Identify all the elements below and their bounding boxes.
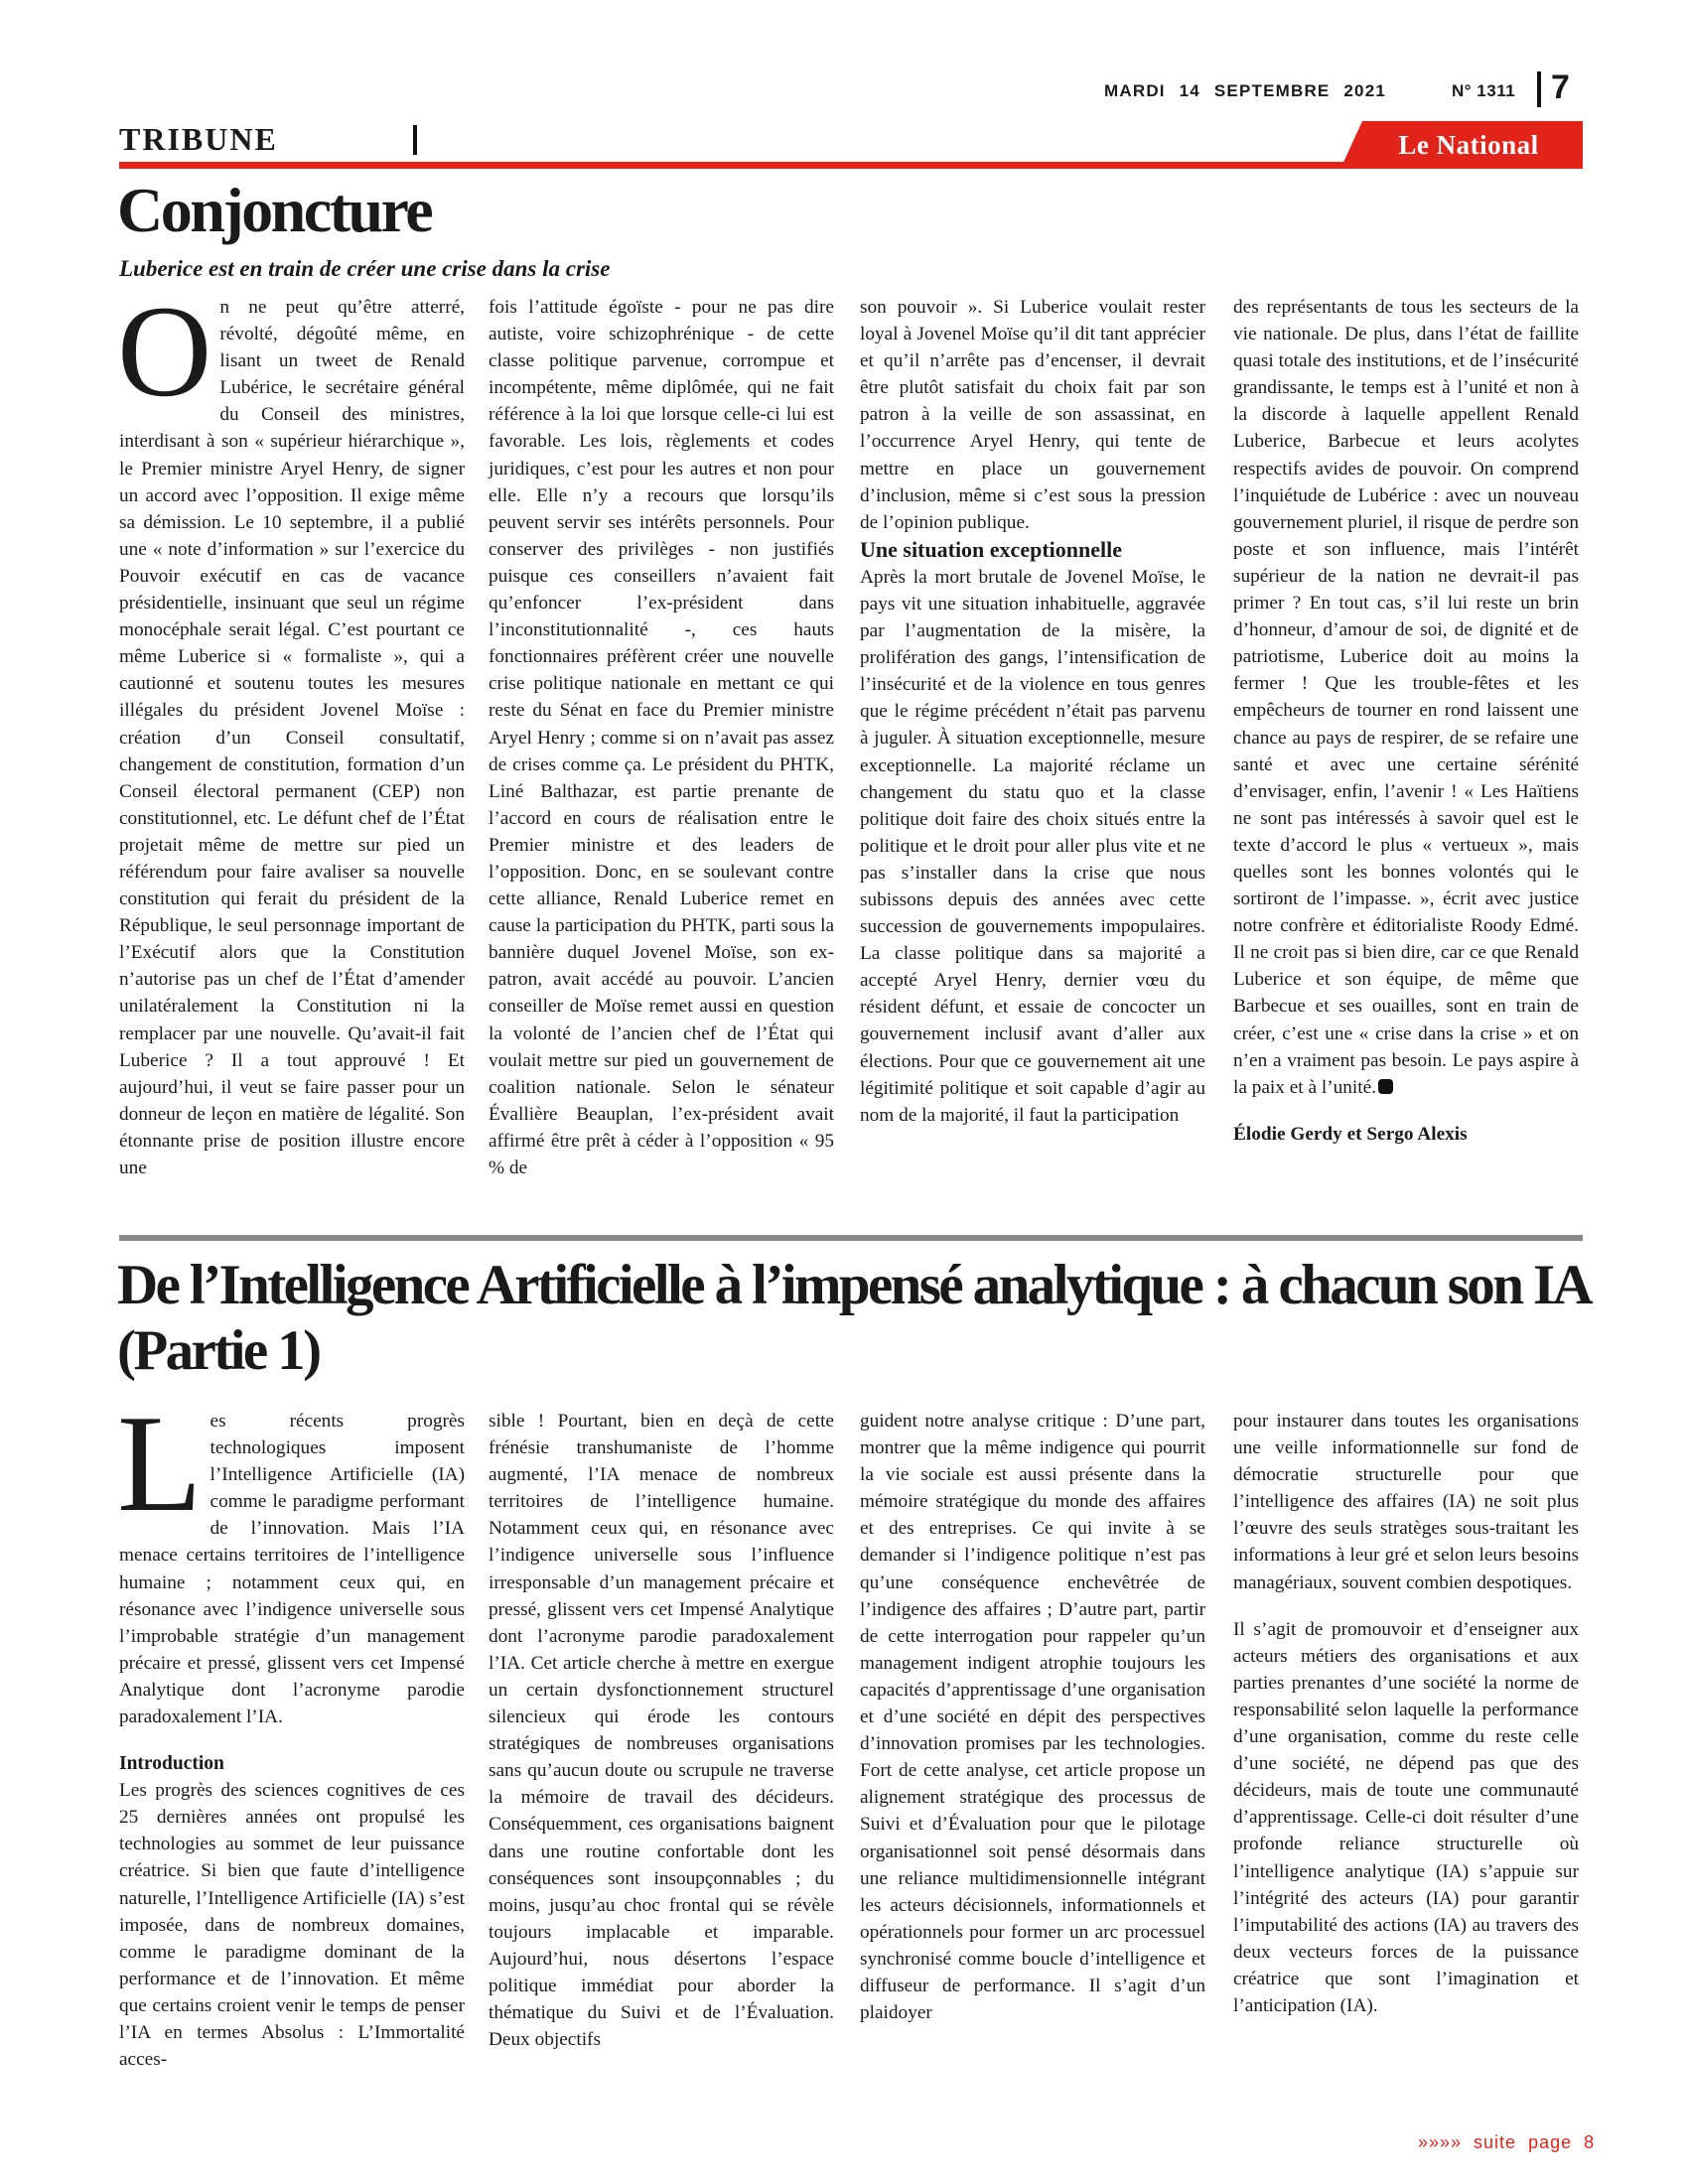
article2-text: pour instaurer dans toutes les organisations une veille informationnelle sur fond de démocratie structurelle pour que l’intelligence des affaires (IA) ne soit plus l’œuvre des seuls stratèges sous-traitant les informations à leur gré et selon leurs besoins managériaux, souvent combien despotiques. (1233, 1411, 1579, 1593)
section-divider (413, 125, 417, 155)
section-label: TRIBUNE (119, 121, 278, 157)
article2-text: sible ! Pourtant, bien en deçà de cette frénésie transhumaniste de l’homme augmenté, l’IA menace de nombreux territoires de l’intelligence humaine. Notamment ceux qui, en résonance avec l’indigence universelle sous l’influence irresponsable d’un management précaire et pressé, glissent vers cet Impensé Analytique dont l’acronyme parodie paradoxalement l’IA. Cet article cherche à mettre en exergue un certain dysfonctionnement structurel silencieux qui érode les contours stratégiques de nombreuses organisations sans qu’aucun doute ou scrupule ne traverse la mémoire de travail des décideurs. Conséquemment, ces organisations baignent dans une routine confortable dont les conséquences sont insoupçonnables ; du moins, jusqu’au choc frontal qui se révèle toujours implacable et imparable. Aujourd’hui, nous désertons l’espace politique immédiat pour aborder la thématique du Suivi et de l’Évaluation. Deux objectifs (489, 1411, 834, 2051)
article1-column-1 (117, 278, 465, 1181)
newspaper-brand: Le National (1398, 130, 1539, 160)
drop-cap: O (117, 278, 212, 424)
article1-subtitle: Luberice est en train de créer une crise dans la crise (119, 256, 611, 281)
article1-text: n ne peut qu’être atterré, révolté, dégoûté même, en lisant un tweet de Renald Lubérice, le secrétaire général du Conseil des ministres, interdisant à son « supérieur hiérarchique », le Premier ministre Aryel Henry, de signer un accord avec l’opposition. Il exige même sa démission. Le 10 septembre, il a publié une « note d’information » sur l’exercice du Pouvoir exécutif en cas de vacance présidentielle, insinuant que seul un régime monocéphale serait légal. C’est pourtant ce même Luberice si « formaliste », qui a cautionné et soutenu toutes les mesures illégales du président Jovenel Moïse : création d’un Conseil consultatif, changement de constitution, formation d’un Conseil électoral permanent (CEP) non constitutionnel, etc. Le défunt chef de l’État projetait même de mettre sur pied un référendum pour faire avaliser sa nouvelle constitution qui ferait du président de la République, le seul personnage important de l’Exécutif alors que la Constitution n’autorise pas un chef de l’État d’amender unilatéralement la Constitution ni la remplacer par une nouvelle. Qu’avait-il fait Luberice ? Il a tout approuvé ! Et aujourd’hui, il veut se faire passer pour un donneur de leçon en matière de légalité. Son étonnante prise de position illustre encore une (119, 297, 465, 1178)
article1-subheading: Une situation exceptionnelle (860, 536, 1122, 562)
article2-column-3 (860, 1408, 1205, 2026)
drop-cap: L (117, 1387, 203, 1541)
article2-text: Les progrès des sciences cognitives de ces 25 dernières années ont propulsé les technologies au sommet de leur puissance créatrice. Si bien que faute d’intelligence naturelle, l’Intelligence Artificielle (IA) s’est imposée, dans de nombreux domaines, comme le paradigme dominant de la performance et de l’innovation. Et même que certains croient venir le temps de penser l’IA en termes Absolus : L’Immortalité acces- (119, 1780, 465, 2071)
article2-title: De l’Intelligence Artificielle à l’impensé analytique : à chacun son IA (Partie 1) (117, 1254, 1588, 1382)
continued-on-page: »»»» suite page 8 (1418, 2132, 1596, 2152)
article1-column-4 (1233, 294, 1579, 1148)
article-separator (119, 1235, 1583, 1241)
article2-column-1 (117, 1387, 465, 2073)
article1-text: Après la mort brutale de Jovenel Moïse, le pays vit une situation inhabituelle, aggravée par l’augmentation de la misère, la prolifération des gangs, l’intensification de l’insécurité et de la violence en tous genres que le régime précédent n’était pas parvenu à juguler. À situation exceptionnelle, mesure exceptionnelle. La majorité réclame un changement du statu quo et la classe politique doit faire des choix situés entre la politique et le droit pour aller plus vite et ne pas s’installer dans la crise que nous subissons depuis des années avec cette succession de gouvernements impopulaires. La classe politique dans sa majorité a accepté Aryel Henry, dernier vœu du résident défunt, et essaie de concocter un gouvernement inclusif avant d’aller aux élections. Pour que ce gouvernement ait une légitimité politique et soit capable d’agir au nom de la majorité, il faut la participation (860, 566, 1205, 1126)
article1-text: son pouvoir ». Si Luberice voulait rester loyal à Jovenel Moïse qu’il dit tant apprécier et qu’il n’arrête pas d’encenser, il devrait être plutôt satisfait du choix fait par son patron à la veille de son assassinat, en l’occurrence Aryel Henry, qui tente de mettre en place un gouvernement d’inclusion, même si c’est sous la pression de l’opinion publique. (860, 297, 1205, 533)
article2-text: Il s’agit de promouvoir et d’enseigner aux acteurs métiers des organisations et aux parties prenantes d’une société la norme de responsabilité selon laquelle la performance d’une organisation, comme du reste celle d’une société, ne dépend pas que des décideurs, mais de toute une communauté d’apprentissage. Celle-ci doit résulter d’une profonde reliance structurelle où l’intelligence analytique (IA) s’appuie sur l’intégrité des acteurs (IA) pour garantir l’imputabilité des actions (IA) au travers des deux vecteurs forces de la puissance créatrice que sont l’imagination et l’anticipation (IA). (1233, 1618, 1579, 2016)
article1-signature: Élodie Gerdy et Sergo Alexis (1233, 1123, 1468, 1145)
page-number: 7 (1551, 68, 1570, 106)
end-mark-icon (1378, 1079, 1393, 1094)
issue-date: MARDI 14 SEPTEMBRE 2021 (1104, 81, 1387, 100)
article2-column-4 (1233, 1408, 1579, 2019)
article2-text: guident notre analyse critique : D’une part, montrer que la même indigence qui pourrit la vie sociale est aussi présente dans la mémoire stratégique du monde des affaires et des entreprises. Ce qui invite à se demander si l’indigence politique n’est pas qu’une conséquence enchevêtrée de l’indigence des affaires ; D’autre part, partir de cette interrogation pour rappeler qu’un management indigent atrophie toujours les capacités d’apprentissage d’une organisation et d’une société en dépit des perspectives d’innovation promises par les technologies. Fort de cette analyse, cet article propose un alignement stratégique des processus de Suivi et d’Évaluation pour que le pilotage organisationnel soit pensé désormais dans une reliance multidimensionnelle intégrant les acteurs décisionnels, informationnels et opérationnels pour former un arc processuel synchronisé comme boucle d’intelligence et diffuseur de performance. Il s’agit d’un plaidoyer (860, 1411, 1205, 2024)
header-divider (1537, 71, 1541, 107)
article1-title: Conjoncture (117, 175, 432, 245)
article2-text: es récents progrès technologiques imposent l’Intelligence Artificielle (IA) comme le paradigme performant de l’innovation. Mais l’IA menace certains territoires de l’intelligence humaine ; notamment ceux qui, en résonance avec l’indigence universelle sous l’improbable stratégie d’un management précaire et pressé, glissent vers cet Impensé Analytique dont l’acronyme parodie paradoxalement l’IA. (119, 1411, 465, 1728)
article1-column-3 (860, 294, 1205, 1129)
article1-column-2 (489, 294, 834, 1181)
issue-number: N° 1311 (1452, 81, 1516, 100)
article1-text: des représentants de tous les secteurs de la vie nationale. De plus, dans l’état de faillite quasi totale des institutions, et de l’insécurité grandissante, le temps est à l’unité et non à la discorde à laquelle appellent Renald Luberice, Barbecue et leurs acolytes respectifs avides de pouvoir. On comprend l’inquiétude de Lubérice : avec un nouveau gouvernement pluriel, il risque de perdre son poste et son influence, mais l’intérêt supérieur de la nation ne devrait-il pas primer ? En tout cas, s’il lui reste un brin d’honneur, d’amour de soi, de dignité et de patriotisme, Luberice doit au moins la fermer ! Que les trouble-fêtes et les empêcheurs de tourner en rond laissent une chance au pays de respirer, de se refaire une santé et avec une certaine sérénité d’envisager, enfin, l’avenir ! « Les Haïtiens ne sont pas intéressés à savoir quel est le texte d’accord le plus « vertueux », mais quelles sont les bonnes volontés qui le sortiront de l’impasse. », écrit avec justice notre confrère et éditorialiste Roody Edmé. Il ne croit pas si bien dire, car ce que Renald Luberice et son équipe, de même que Barbecue et ses ouailles, sont en train de créer, c’est une « crise dans la crise » et on n’en a vraiment pas besoin. Le pays aspire à la paix et à l’unité. (1233, 297, 1579, 1098)
article2-subheading: Introduction (119, 1753, 224, 1775)
article2-column-2 (489, 1408, 834, 2053)
article1-text: fois l’attitude égoïste - pour ne pas dire autiste, voire schizophrénique - de cette classe politique parvenue, corrompue et incompétente, même diplômée, qui ne fait référence à la loi que lorsque celle-ci lui est favorable. Les lois, règlements et codes juridiques, c’est pour les autres et non pour elle. Elle n’y a recours que lorsqu’ils peuvent servir ses intérêts personnels. Pour conserver des privilèges - non justifiés puisque ces conseillers n’avaient fait qu’enfoncer l’ex-président dans l’inconstitutionnalité -, ces hauts fonctionnaires préfèrent créer une nouvelle crise politique nationale en mettant ce qui reste du Sénat en face du Premier ministre Aryel Henry ; comme si on n’avait pas assez de crises comme ça. Le président du PHTK, Liné Balthazar, est partie prenante de l’accord en cours de réalisation entre le Premier ministre et des leaders de l’opposition. Donc, en se soulevant contre cette alliance, Renald Luberice remet en cause la participation du PHTK, parti sous la bannière duquel Jovenel Moïse, son ex-patron, avait accédé au pouvoir. L’ancien conseiller de Moïse remet aussi en question la volonté de l’ancien chef de l’État qui voulait mettre sur pied un gouvernement de coalition nationale. Selon le sénateur Évallière Beauplan, l’ex-président avait affirmé être prêt à céder à l’opposition « 95 % de (489, 297, 834, 1178)
